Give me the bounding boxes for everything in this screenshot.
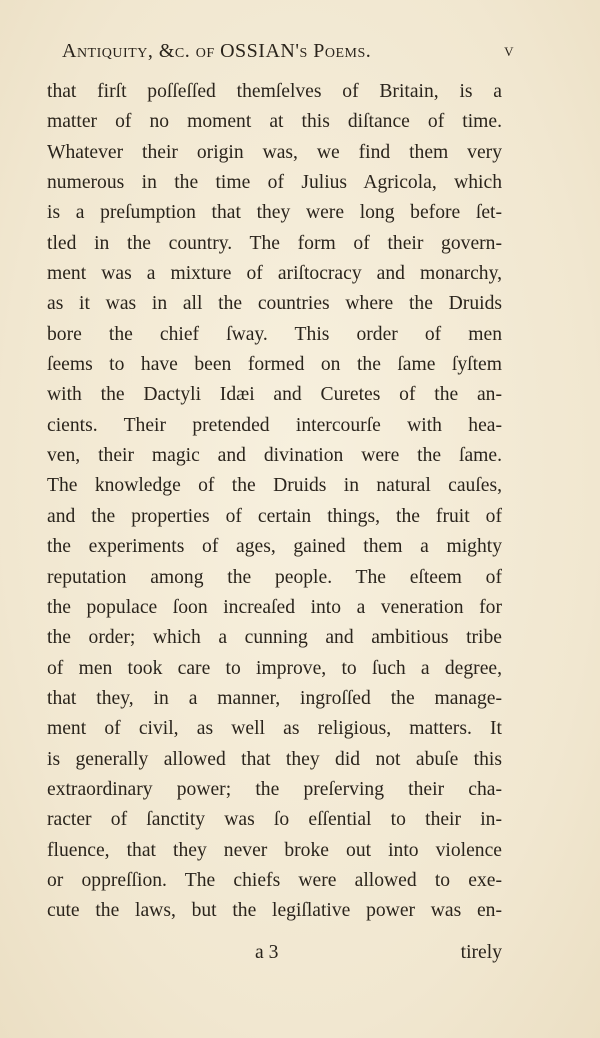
running-head bbox=[62, 40, 514, 70]
text-line: cute the laws, but the legiſlative power was en- bbox=[47, 900, 502, 922]
text-line: racter of ſanctity was ſo eſſential to their in- bbox=[47, 809, 502, 831]
text-line: The knowledge of the Druids in natural cauſes, bbox=[47, 475, 502, 497]
text-line: with the Dactyli Idæi and Curetes of the an- bbox=[47, 384, 502, 406]
text-line: that firſt poſſeſſed themſelves of Britain, is a bbox=[47, 81, 502, 102]
catchline bbox=[47, 938, 502, 968]
catchword: tirely bbox=[460, 942, 502, 963]
running-head-title: Antiquity, &c. of OSSIAN's Poems. bbox=[62, 40, 372, 62]
text-line: is generally allowed that they did not abuſe this bbox=[47, 748, 502, 770]
text-line: and the properties of certain things, the fruit of bbox=[47, 505, 502, 527]
text-line: fluence, that they never broke out into violence bbox=[47, 839, 502, 861]
text-line: matter of no moment at this diſtance of time. bbox=[47, 111, 502, 133]
text-line: the populace ſoon increaſed into a veneration for bbox=[47, 596, 502, 618]
text-line: or oppreſſion. The chiefs were allowed to exe- bbox=[47, 869, 502, 891]
text-line: the experiments of ages, gained them a mighty bbox=[47, 536, 502, 558]
text-line: ſeems to have been formed on the ſame ſyſtem bbox=[47, 354, 502, 376]
text-line: as it was in all the countries where the Druids bbox=[47, 293, 502, 315]
text-line: is a preſumption that they were long before ſet- bbox=[47, 202, 502, 224]
body-text bbox=[47, 77, 502, 927]
text-line: numerous in the time of Julius Agricola, which bbox=[47, 172, 502, 194]
text-line: extraordinary power; the preſerving their cha- bbox=[47, 778, 502, 800]
text-line: of men took care to improve, to ſuch a degree, bbox=[47, 657, 502, 679]
text-line: cients. Their pretended intercourſe with hea- bbox=[47, 414, 502, 436]
text-line: reputation among the people. The eſteem of bbox=[47, 566, 502, 588]
text-line: that they, in a manner, ingroſſed the manage- bbox=[47, 687, 502, 709]
signature-mark: a 3 bbox=[255, 942, 279, 963]
text-line: the order; which a cunning and ambitious tribe bbox=[47, 627, 502, 649]
text-line: tled in the country. The form of their govern- bbox=[47, 232, 502, 254]
text-line: bore the chief ſway. This order of men bbox=[47, 323, 502, 345]
text-line: ment was a mixture of ariſtocracy and monarchy, bbox=[47, 263, 502, 285]
text-line: Whatever their origin was, we find them very bbox=[47, 141, 502, 163]
text-line: ven, their magic and divination were the ſame. bbox=[47, 445, 502, 467]
page-number: v bbox=[504, 40, 514, 60]
text-line: ment of civil, as well as religious, matters. It bbox=[47, 718, 502, 740]
